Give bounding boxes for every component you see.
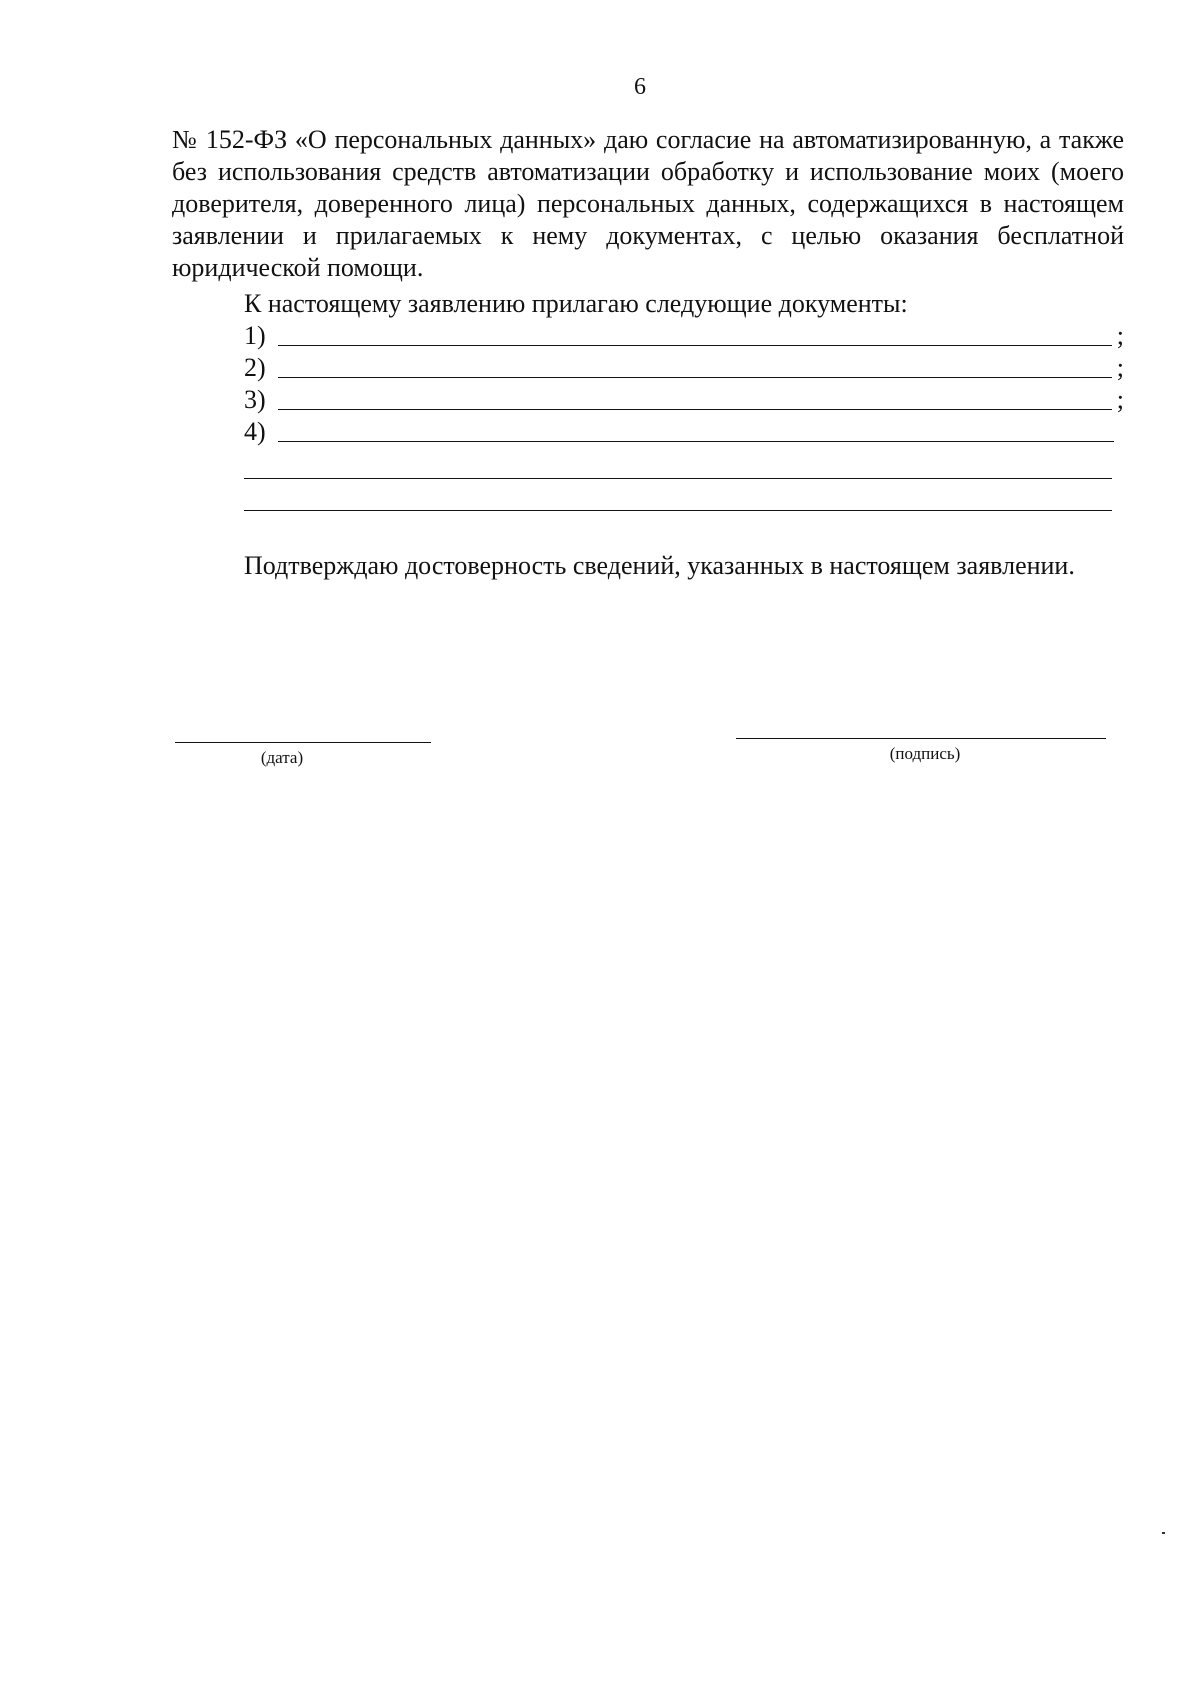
date-caption: (дата) bbox=[260, 748, 304, 767]
attachment-terminator: ; bbox=[1116, 321, 1124, 350]
attachment-item-3[interactable] bbox=[244, 384, 1124, 416]
attachments-intro: К настоящему заявлению прилагаю следующие документы: bbox=[244, 289, 908, 318]
attachment-number: 2) bbox=[244, 353, 266, 382]
attachment-item-2[interactable] bbox=[244, 352, 1124, 384]
attachment-number: 3) bbox=[244, 385, 266, 414]
attachment-continuation-line[interactable] bbox=[244, 478, 1112, 479]
attachment-item-1[interactable] bbox=[244, 320, 1124, 352]
page-number: 6 bbox=[634, 74, 646, 100]
signature-caption: (подпись) bbox=[889, 744, 961, 763]
attachment-number: 4) bbox=[244, 417, 266, 446]
attachment-fill-line[interactable] bbox=[278, 350, 1112, 378]
attachment-terminator: ; bbox=[1116, 353, 1124, 382]
attachment-fill-line[interactable] bbox=[278, 414, 1114, 442]
attachment-number: 1) bbox=[244, 321, 266, 350]
attachment-continuation-line[interactable] bbox=[244, 510, 1112, 511]
attachment-terminator: ; bbox=[1116, 385, 1124, 414]
scan-speck bbox=[1162, 1532, 1165, 1534]
consent-paragraph: № 152-ФЗ «О персональных данных» даю согласие на автоматизированную, а также без использования средств автоматизации обработку и использование моих (моего доверителя, доверенного лица) персональных данных, содержащихся в настоящем заявлении и прилагаемых к нему документах, с целью оказания бесплатной юридической помощи. bbox=[172, 125, 1124, 282]
attachment-item-4[interactable] bbox=[244, 416, 1124, 448]
signature-line[interactable] bbox=[736, 738, 1106, 739]
date-line[interactable] bbox=[175, 742, 431, 743]
confirmation-statement: Подтверждаю достоверность сведений, указанных в настоящем заявлении. bbox=[244, 551, 1075, 580]
attachment-fill-line[interactable] bbox=[278, 382, 1112, 410]
attachment-fill-line[interactable] bbox=[278, 318, 1112, 346]
